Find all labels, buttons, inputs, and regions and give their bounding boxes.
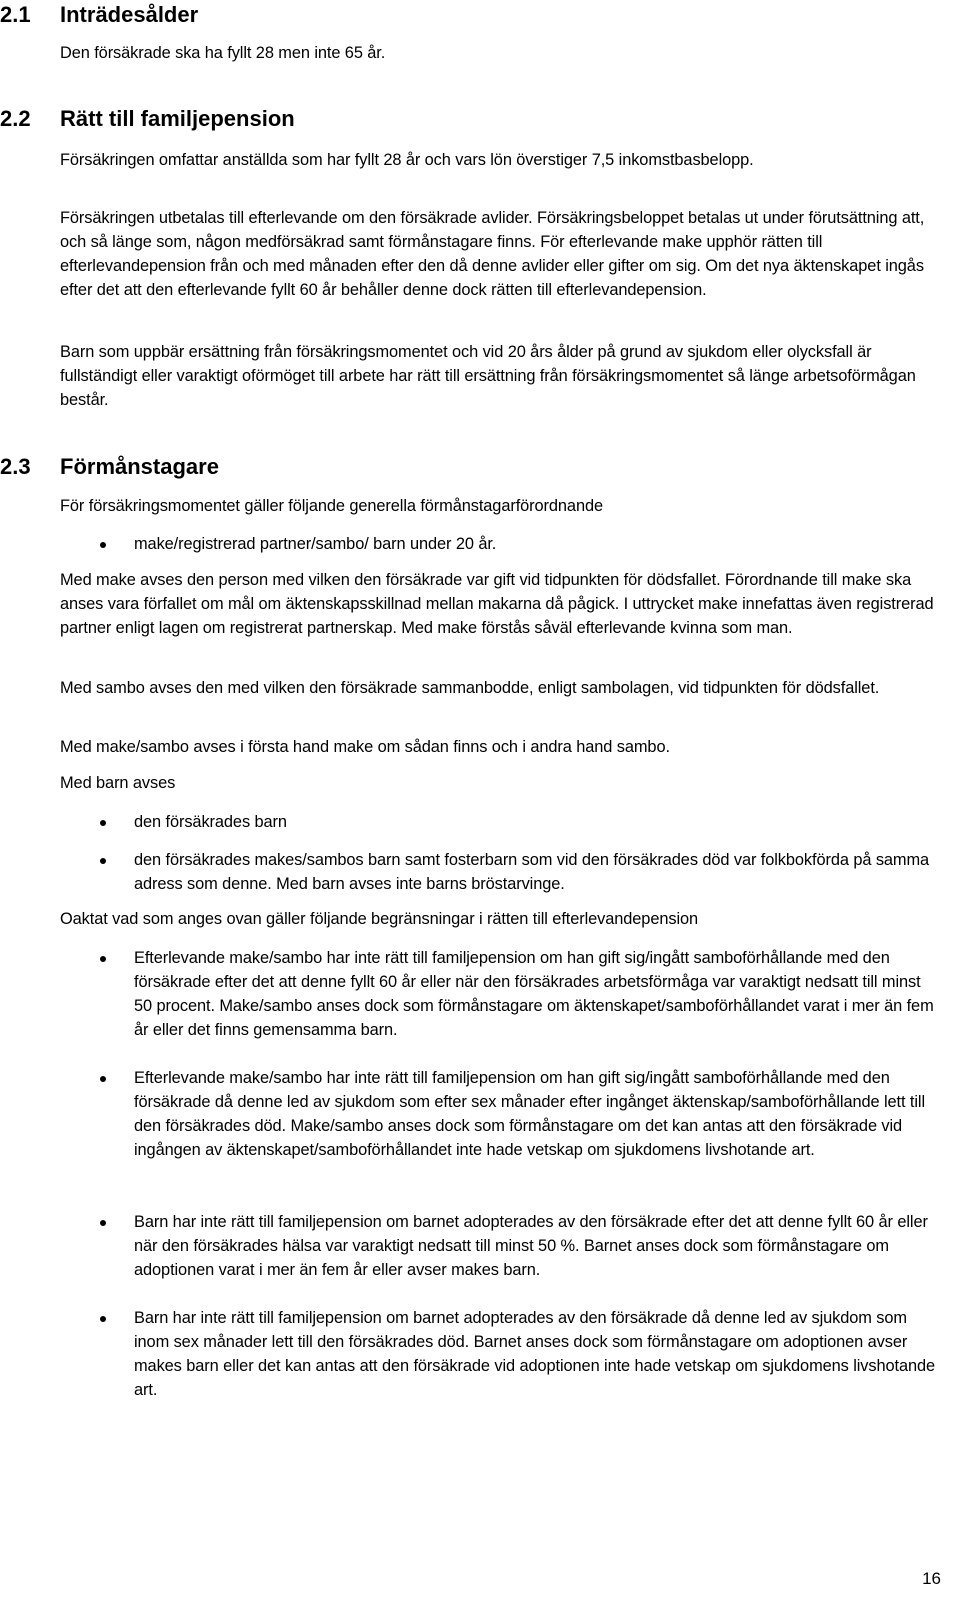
list-item-text: make/registrerad partner/sambo/ barn under 20 år. xyxy=(134,535,497,553)
paragraph: Den försäkrade ska ha fyllt 28 men inte 65 år. xyxy=(60,44,386,62)
page-number: 16 xyxy=(922,1569,941,1588)
list-item-text: den försäkrades barn xyxy=(134,813,287,831)
paragraph: Med barn avses xyxy=(60,774,176,792)
bullet-icon xyxy=(100,956,106,962)
section-number: 2.2 xyxy=(0,106,31,131)
paragraph: Försäkringen omfattar anställda som har fyllt 28 år och vars lön överstiger 7,5 inkomstbasbelopp. xyxy=(60,151,754,169)
paragraph: Med make/sambo avses i första hand make om sådan finns och i andra hand sambo. xyxy=(60,738,670,756)
bullet-icon xyxy=(100,542,106,548)
section-title: Rätt till familjepension xyxy=(60,106,295,131)
paragraph: Med sambo avses den med vilken den försäkrade sammanbodde, enligt sambolagen, vid tidpunkten för dödsfallet. xyxy=(60,679,880,697)
paragraph: Oaktat vad som anges ovan gäller följande begränsningar i rätten till efterlevandepension xyxy=(60,910,699,928)
section-number: 2.3 xyxy=(0,454,31,479)
section-title: Förmånstagare xyxy=(60,454,219,479)
bullet-icon xyxy=(100,1316,106,1322)
paragraph: Försäkringen utbetalas till efterlevande om den försäkrade avlider. Försäkringsbeloppet betalas ut under förutsättning att, och så länge som, någon medförsäkrad samt förmånstagare finns. För efterlevande make upphör rätten till efterlevandepension från och med månaden efter den då denne avlider eller gifter om sig. Om det nya äktenskapet ingås efter det att den efterlevande fyllt 60 år behåller denne dock rätten till efterlevandepension. xyxy=(60,209,925,299)
list-item-text: Efterlevande make/sambo har inte rätt till familjepension om han gift sig/ingått samboförhållande med den försäkrade efter det att denne fyllt 60 år eller när den försäkrades arbetsförmåga var varaktigt nedsatt till minst 50 procent. Make/sambo anses dock som förmånstagare om äktenskapet/samboförhållandet varat i mer än fem år eller det finns gemensamma barn. xyxy=(134,949,934,1039)
list-item-text: Efterlevande make/sambo har inte rätt till familjepension om han gift sig/ingått samboförhållande med den försäkrade då denne led av sjukdom som efter sex månader efter ingånget äktenskap/samboförhållande lett till den försäkrades död. Make/sambo anses dock som förmånstagare om det kan antas att den försäkrade vid ingången av äktenskapet/samboförhållandet inte hade vetskap om sjukdomens livshotande art. xyxy=(134,1069,925,1159)
bullet-icon xyxy=(100,1076,106,1082)
list-item-text: den försäkrades makes/sambos barn samt fosterbarn som vid den försäkrades död var folkbokförda på samma adress som denne. Med barn avses inte barns bröstarvinge. xyxy=(134,851,930,893)
paragraph: För försäkringsmomentet gäller följande generella förmånstagarförordnande xyxy=(60,497,603,515)
section-number: 2.1 xyxy=(0,2,31,27)
paragraph: Barn som uppbär ersättning från försäkringsmomentet och vid 20 års ålder på grund av sjukdom eller olycksfall är fullständigt eller varaktigt oförmöget till arbete har rätt till ersättning från försäkringsmomentet så länge arbetsoförmågan består. xyxy=(60,343,916,409)
paragraph: Med make avses den person med vilken den försäkrade var gift vid tidpunkten för dödsfallet. Förordnande till make ska anses vara förfallet om mål om äktenskapsskillnad mellan makarna då pågick. I uttrycket make innefattas även registrerad partner enligt lagen om registrerat partnerskap. Med make förstås såväl efterlevande kvinna som man. xyxy=(60,571,934,637)
bullet-icon xyxy=(100,1220,106,1226)
list-item-text: Barn har inte rätt till familjepension om barnet adopterades av den försäkrade efter det att denne fyllt 60 år eller när den försäkrades hälsa var varaktigt nedsatt till minst 50 %. Barnet anses dock som förmånstagare om adoptionen varat i mer än fem år eller avser makes barn. xyxy=(134,1213,928,1279)
section-title: Inträdesålder xyxy=(60,2,199,27)
bullet-icon xyxy=(100,820,106,826)
list-item-text: Barn har inte rätt till familjepension om barnet adopterades av den försäkrade då denne led av sjukdom som inom sex månader lett till den försäkrades död. Barnet anses dock som förmånstagare om adoptionen avser makes barn eller det kan antas att den försäkrade vid adoptionen inte hade vetskap om sjukdomens livshotande art. xyxy=(134,1309,936,1399)
bullet-icon xyxy=(100,858,106,864)
